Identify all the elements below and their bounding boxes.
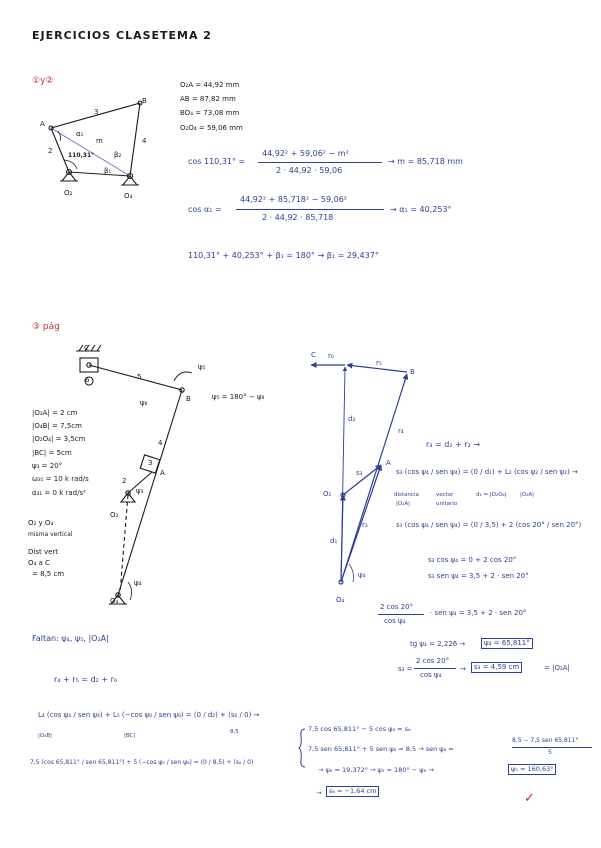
fig3-label-2: 2 — [122, 477, 127, 485]
p3-eqH: r₄ + r₅ = d₂ + r₆ — [54, 675, 118, 684]
fig3-label-psi5eq: ψ₅ = 180° − ψ₈ — [212, 393, 265, 401]
p3-data-2: |O₄B| = 7,5cm — [32, 422, 82, 430]
link-bc — [89, 365, 182, 390]
p3-eqL-result: ψ₅ = 160,63° — [508, 764, 556, 775]
p1-data-3: BO₄ = 73,08 mm — [180, 109, 240, 117]
p3-note-3: Dist vert — [28, 548, 59, 556]
p3-eqM-result: s₆ = −1,64 cm — [326, 786, 379, 797]
p3-faltan: Faltan: ψ₄, ψ₅, |O₂A| — [32, 634, 109, 643]
p1-data-1: O₂A = 44,92 mm — [180, 81, 240, 89]
p3-eqD2: s₃ sen ψ₄ = 3,5 + 2 · sen 20° — [428, 572, 529, 580]
vec-arc-psi4 — [349, 564, 354, 582]
fig3-label-psi8: ψ₈ — [140, 399, 148, 407]
p1-eq1-res: → m = 85,718 mm — [388, 157, 463, 166]
p3-eqK2: 7,5 sen 65,811° + 5 sen ψ₈ = 8,5 → sen ψ₈ = — [308, 745, 454, 753]
p3-eqF-left: tg ψ₄ = 2,226 → — [410, 640, 466, 648]
p3-eqI-n2: |BC| — [124, 733, 136, 739]
fig1-angle: 110,31° — [68, 152, 95, 159]
p3-eqB-note6: unitario — [436, 501, 458, 507]
vec-label-s3: s₃ — [356, 469, 363, 477]
fig3-label-psi4: ψ₄ — [134, 579, 142, 587]
p3-eqB-note3: d₁ = |O₂O₄| — [476, 492, 507, 498]
p3-note-2: misma vertical — [28, 531, 73, 538]
fig1-label-a: A — [40, 120, 45, 128]
problem1-label: ①y② — [32, 76, 54, 86]
page-subtitle: TEMA 2 — [160, 29, 212, 42]
p1-eq2-num: 44,92² + 85,718² − 59,06² — [240, 195, 347, 204]
problem3-label: ③ pág — [32, 322, 60, 332]
p3-data-1: |O₂A| = 2 cm — [32, 409, 78, 417]
p3-eqI-n3: 8,5 — [230, 729, 239, 735]
p3-data-4: |BC| = 5cm — [32, 449, 72, 457]
p3-eqB-note5: |O₂A| — [396, 501, 411, 507]
p3-data-7: α₃₁ = 0 k rad/s² — [32, 489, 86, 497]
p3-eqM-arrow: → — [316, 789, 322, 797]
p3-eqB: s₃ (cos ψ₄ / sen ψ₄) = (0 / d₁) + L₂ (cos ψ₂ / sen ψ₂) → — [396, 468, 578, 476]
fig1-label-4: 4 — [142, 137, 147, 145]
fig3-label-o2: O₂ — [110, 511, 119, 519]
p3-eqG-result: s₃ = 4,59 cm — [471, 662, 522, 673]
p3-eqG-arrow: → — [460, 665, 466, 673]
p1-data-2: AB = 87,82 mm — [180, 95, 236, 103]
fig1-label-o2: O₂ — [64, 189, 73, 197]
p3-eqB-note4: |O₂A| — [520, 492, 535, 498]
p1-eq3: 110,31° + 40,253° + β₁ = 180° → β₁ = 29,437° — [188, 251, 379, 260]
p3-eqA: r₃ = d₁ + r₂ → — [426, 440, 481, 449]
vec-label-r3: r₃ — [362, 521, 368, 529]
p3-note-4: O₄ a C — [28, 559, 50, 567]
vec-label-o2: O₂ — [323, 490, 332, 498]
link-ground — [69, 172, 130, 176]
p3-eqB-note1: distancia — [394, 492, 419, 498]
vec-d2 — [341, 367, 345, 582]
vec-label-psi4: ψ₄ — [358, 571, 366, 579]
vec-label-r5: r₅ — [376, 359, 382, 367]
p1-eq1-num: 44,92² + 59,06² − m² — [262, 149, 349, 158]
p3-note-5: = 8,5 cm — [32, 570, 65, 578]
page-title: EJERCICIOS CLASE — [32, 29, 161, 42]
p3-eqG-left: s₃ = — [398, 665, 413, 673]
fig3-label-a: A — [160, 469, 165, 477]
p1-eq2-left: cos α₁ = — [188, 205, 222, 214]
fig3-label-4: 4 — [158, 439, 163, 447]
fig3-label-3: 3 — [148, 459, 153, 467]
vec-label-d2: d₂ — [348, 415, 356, 423]
p3-eqD1: s₃ cos ψ₄ = 0 + 2 cos 20° — [428, 556, 517, 564]
p3-eqK2-num: 8,5 − 7,5 sen 65,811° — [512, 737, 579, 744]
p3-eqE-rest: · sen ψ₄ = 3,5 + 2 · sen 20° — [430, 609, 527, 617]
p1-data-4: O₂O₄ = 59,06 mm — [180, 124, 243, 132]
p3-eqB-note2: vector — [436, 492, 454, 498]
p3-eqE-den: cos ψ₄ — [384, 617, 406, 625]
vec-label-b: B — [410, 368, 415, 376]
vec-label-r4: r₄ — [398, 427, 404, 435]
fig3-label-b: B — [186, 395, 191, 403]
system-brace — [298, 728, 306, 768]
fig1-label-o4: O₄ — [124, 192, 133, 200]
fig1-label-3: 3 — [94, 108, 99, 116]
p3-eqG-den: cos ψ₄ — [420, 671, 442, 679]
p3-note-1: O₂ y O₄ — [28, 519, 54, 527]
vec-r4 — [341, 374, 407, 582]
fig3-label-psi3: ψ₃ — [136, 487, 144, 495]
p3-eqI-n1: |O₄B| — [38, 733, 53, 739]
p3-eqK2-den: 5 — [548, 749, 552, 756]
arc-psi5 — [174, 372, 192, 381]
ground-o2 — [60, 172, 78, 181]
fig1-m: m — [96, 137, 103, 145]
p3-eqK1: 7,5 cos 65,811° − 5 cos ψ₈ = s₆ — [308, 725, 411, 733]
p3-data-5: ψ₃ = 20° — [32, 462, 63, 470]
fig3-label-6: 6 — [85, 376, 90, 384]
vec-label-a: A — [386, 459, 391, 467]
ground-o4 — [121, 176, 139, 185]
fig1-alpha: α₁ — [76, 130, 84, 138]
fig3-label-o4: O₄ — [110, 597, 119, 605]
p3-data-6: ω₃₁ = 10 k rad/s — [32, 475, 89, 483]
p1-eq1-left: cos 110,31° = — [188, 157, 246, 166]
fig3-label-5: 5 — [137, 373, 142, 381]
p1-eq2-den: 2 · 44,92 · 85,718 — [262, 213, 334, 222]
p3-eqE-bar — [378, 614, 424, 615]
p3-eqG-right: = |O₂A| — [544, 664, 570, 672]
p3-data-3: |O₂O₄| = 3,5cm — [32, 435, 86, 443]
problem1-diagram — [40, 95, 170, 200]
p1-eq2-res: → α₁ = 40,253° — [390, 205, 452, 214]
p1-eq2-bar — [236, 209, 384, 210]
fig1-label-2: 2 — [48, 147, 53, 155]
check-mark: ✓ — [524, 791, 535, 806]
fig3-label-c: C — [84, 344, 89, 352]
link-o4-b — [118, 390, 182, 595]
vec-label-d1: d₁ — [330, 537, 338, 545]
p1-eq1-den: 2 · 44,92 · 59,06 — [276, 166, 343, 175]
p3-eqK2-bar — [512, 747, 592, 748]
vec-label-c: C — [311, 351, 316, 359]
p3-eqC: s₃ (cos ψ₄ / sen ψ₄) = (0 / 3,5) + 2 (cos 20° / sen 20°) — [396, 521, 582, 529]
p3-eqG-num: 2 cos 20° — [416, 657, 450, 665]
arc-psi4 — [128, 582, 132, 600]
p3-eqL-left: → ψ₈ = 19,372° → ψ₅ = 180° − ψ₈ → — [318, 766, 434, 774]
problem3-mechanism — [70, 345, 230, 615]
vec-label-r6: r₆ — [328, 352, 334, 360]
p1-eq1-bar — [258, 162, 382, 163]
fig1-beta2: β₂ — [114, 151, 122, 159]
fig3-label-psi5: ψ₅ — [198, 363, 206, 371]
p3-eqG-bar — [414, 668, 456, 669]
vertical-o2-o4 — [120, 495, 128, 593]
p3-eqJ: 7,5 (cos 65,811° / sen 65,811°) + 5 (−cos ψ₈ / sen ψ₈) = (0 / 8,5) + (s₆ / 0) — [30, 759, 254, 766]
fig1-label-b: B — [142, 97, 147, 105]
p3-eqF-result: ψ₄ = 65,811° — [481, 638, 533, 649]
fig1-beta1: β₁ — [104, 167, 112, 175]
p3-eqE-num: 2 cos 20° — [380, 603, 414, 611]
link-b-o4 — [130, 103, 140, 176]
vec-label-o4: O₄ — [336, 596, 345, 604]
p3-eqI: L₄ (cos ψ₄ / sen ψ₄) + L₅ (−cos ψ₈ / sen ψ₈) = (0 / d₂) + (s₆ / 0) → — [38, 711, 260, 719]
vec-r3 — [341, 465, 381, 582]
